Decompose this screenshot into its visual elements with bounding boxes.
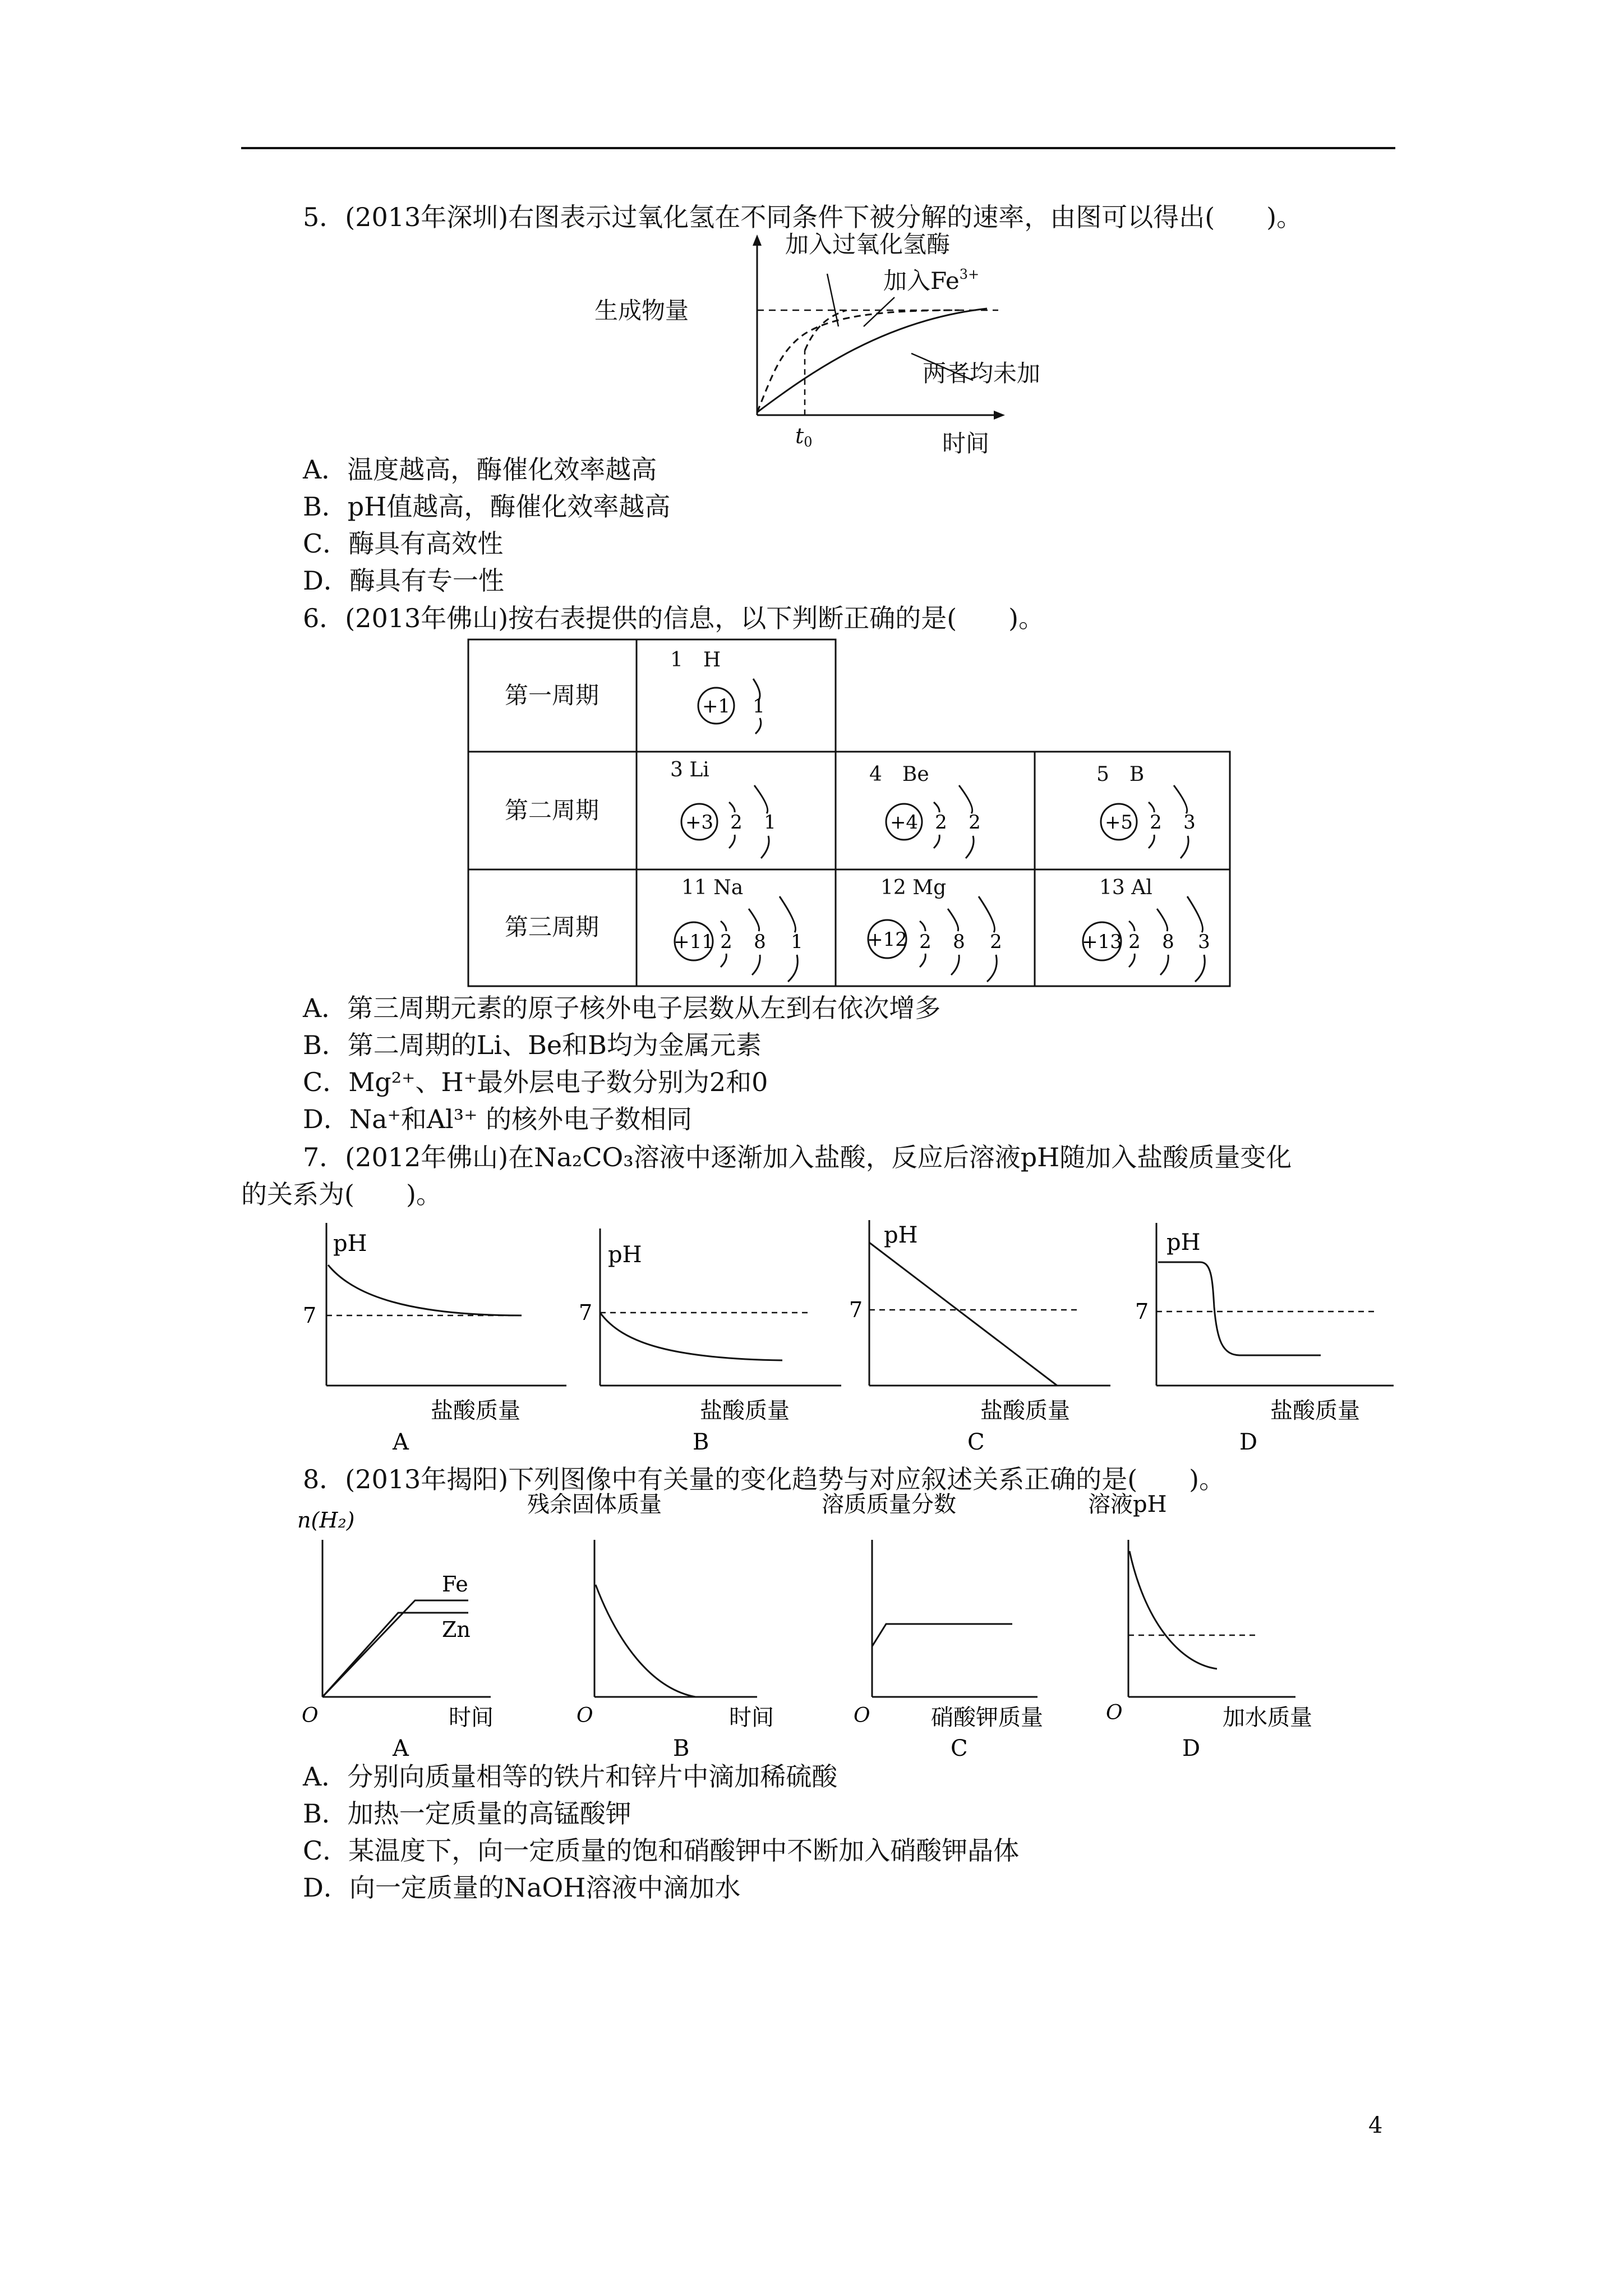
svg-text:n(H₂): n(H₂) — [297, 1508, 355, 1533]
svg-text:1: 1 — [753, 695, 765, 717]
svg-text:8: 8 — [953, 931, 965, 953]
period-1-label: 第一周期 — [505, 682, 600, 709]
svg-text:2: 2 — [919, 931, 932, 953]
q8-option-b: B．加热一定质量的高锰酸钾 — [303, 1798, 631, 1829]
svg-text:2: 2 — [969, 811, 981, 834]
element-li: 3 Li +3 2 1 — [637, 752, 836, 869]
q6-option-d: D．Na⁺和Al³⁺ 的核外电子数相同 — [303, 1104, 693, 1134]
svg-text:8: 8 — [754, 931, 766, 953]
q5-option-c: C．酶具有高效性 — [303, 528, 504, 559]
svg-text:硝酸钾质量: 硝酸钾质量 — [931, 1705, 1043, 1731]
svg-text:+4: +4 — [889, 811, 919, 834]
svg-text:Fe: Fe — [442, 1572, 468, 1596]
svg-text:+1: +1 — [702, 695, 731, 717]
svg-text:2: 2 — [1150, 811, 1162, 834]
svg-text:+3: +3 — [685, 811, 714, 834]
q6-option-b: B．第二周期的Li、Be和B均为金属元素 — [303, 1030, 762, 1060]
svg-text:O: O — [854, 1704, 870, 1727]
element-be: 4 Be +4 2 2 — [836, 752, 1035, 869]
element-mg: 12 Mg +12 2 8 2 — [836, 869, 1035, 986]
svg-text:2: 2 — [935, 811, 947, 834]
q8-graph-d — [1088, 1492, 1357, 1761]
q8-option-c: C．某温度下，向一定质量的饱和硝酸钾中不断加入硝酸钾晶体 — [303, 1835, 1020, 1866]
q7-graph-b — [572, 1212, 852, 1470]
q5-option-b: B．pH值越高，酶催化效率越高 — [303, 491, 671, 522]
q8-graph-a — [297, 1495, 522, 1759]
period-2-label: 第二周期 — [505, 797, 600, 824]
svg-text:时间: 时间 — [449, 1705, 494, 1731]
element-h: 1 H +1 1 — [637, 639, 836, 752]
svg-text:3: 3 — [1183, 811, 1196, 834]
svg-text:盐酸质量: 盐酸质量 — [980, 1398, 1070, 1424]
svg-text:pH: pH — [1166, 1230, 1201, 1255]
svg-text:盐酸质量: 盐酸质量 — [700, 1398, 790, 1424]
svg-text:7: 7 — [579, 1300, 593, 1325]
svg-text:pH: pH — [884, 1222, 918, 1248]
q8-option-a: A．分别向质量相等的铁片和锌片中滴加稀硫酸 — [303, 1761, 838, 1792]
svg-text:时间: 时间 — [729, 1705, 774, 1731]
svg-text:2: 2 — [730, 811, 743, 834]
q5-label-enzyme: 加入过氧化氢酶 — [785, 231, 951, 258]
svg-text:7: 7 — [849, 1297, 863, 1322]
q5-xlabel: 时间 — [942, 430, 990, 457]
q5-option-d: D．酶具有专一性 — [303, 565, 504, 596]
svg-text:D: D — [1182, 1736, 1201, 1761]
q6-option-c: C．Mg²⁺、H⁺最外层电子数分别为2和0 — [303, 1067, 768, 1097]
q6-periodic-table — [468, 639, 1231, 987]
svg-text:8: 8 — [1162, 931, 1174, 953]
svg-text:3: 3 — [1198, 931, 1210, 953]
q7-graph-d — [1127, 1212, 1408, 1470]
svg-text:2: 2 — [720, 931, 732, 953]
q5-t0: t0 — [795, 424, 813, 450]
q8-stem: 8．(2013年揭阳)下列图像中有关量的变化趋势与对应叙述关系正确的是( )。 — [303, 1464, 1225, 1494]
svg-text:O: O — [302, 1704, 319, 1727]
q7-stem-line2: 的关系为( )。 — [241, 1179, 442, 1209]
element-al: 13 Al +13 2 8 3 — [1035, 869, 1230, 986]
svg-text:+5: +5 — [1104, 811, 1133, 834]
svg-text:1: 1 — [791, 931, 803, 953]
svg-text:1: 1 — [764, 811, 776, 834]
q8-graph-b — [527, 1492, 813, 1761]
q7-graph-a — [297, 1212, 578, 1470]
svg-text:B: B — [693, 1429, 709, 1455]
q5-stem: 5．(2013年深圳)右图表示过氧化氢在不同条件下被分解的速率，由图可以得出( )。 — [303, 202, 1303, 232]
q6-stem: 6．(2013年佛山)按右表提供的信息，以下判断正确的是( )。 — [303, 603, 1045, 633]
q5-label-none: 两者均未加 — [923, 360, 1041, 387]
svg-text:7: 7 — [303, 1303, 317, 1328]
svg-text:pH: pH — [608, 1242, 642, 1268]
svg-text:溶液pH: 溶液pH — [1088, 1492, 1167, 1517]
period-3-label: 第三周期 — [505, 913, 600, 941]
q5-ylabel: 生成物量 — [594, 297, 689, 324]
svg-text:残余固体质量: 残余固体质量 — [527, 1492, 662, 1517]
header-rule — [241, 147, 1395, 149]
svg-text:Zn: Zn — [442, 1617, 471, 1642]
svg-text:+12: +12 — [867, 928, 907, 951]
q5-option-a: A．温度越高，酶催化效率越高 — [303, 454, 657, 485]
svg-text:7: 7 — [1135, 1299, 1149, 1324]
element-b: 5 B +5 2 3 — [1035, 752, 1230, 869]
svg-text:+13: +13 — [1082, 931, 1122, 953]
svg-text:盐酸质量: 盐酸质量 — [431, 1398, 520, 1424]
q7-stem-line1: 7．(2012年佛山)在Na₂CO₃溶液中逐渐加入盐酸，反应后溶液pH随加入盐酸质量变化 — [303, 1142, 1292, 1172]
q8-graph-c — [822, 1492, 1094, 1761]
svg-text:2: 2 — [1128, 931, 1141, 953]
svg-text:B: B — [673, 1736, 690, 1761]
svg-text:+11: +11 — [674, 931, 714, 953]
svg-text:加水质量: 加水质量 — [1223, 1705, 1312, 1731]
svg-text:pH: pH — [333, 1231, 367, 1257]
q5-label-fe: 加入$Fe^{3+}$ — [883, 266, 980, 295]
q8-option-d: D．向一定质量的NaOH溶液中滴加水 — [303, 1872, 741, 1903]
svg-text:盐酸质量: 盐酸质量 — [1270, 1398, 1360, 1424]
q5-chart — [594, 230, 1041, 466]
page-number: 4 — [1368, 2113, 1383, 2138]
svg-text:D: D — [1239, 1429, 1258, 1455]
q6-option-a: A．第三周期元素的原子核外电子层数从左到右依次增多 — [303, 993, 941, 1023]
svg-text:A: A — [393, 1429, 409, 1455]
svg-text:C: C — [967, 1429, 985, 1455]
svg-text:2: 2 — [990, 931, 1002, 953]
svg-text:O: O — [577, 1704, 593, 1727]
svg-text:C: C — [951, 1736, 968, 1761]
svg-text:A: A — [393, 1736, 409, 1761]
q7-graph-c — [841, 1212, 1122, 1470]
svg-text:O: O — [1106, 1701, 1123, 1724]
svg-text:溶质质量分数: 溶质质量分数 — [822, 1492, 956, 1517]
element-na: 11 Na +11 2 8 1 — [637, 869, 836, 986]
